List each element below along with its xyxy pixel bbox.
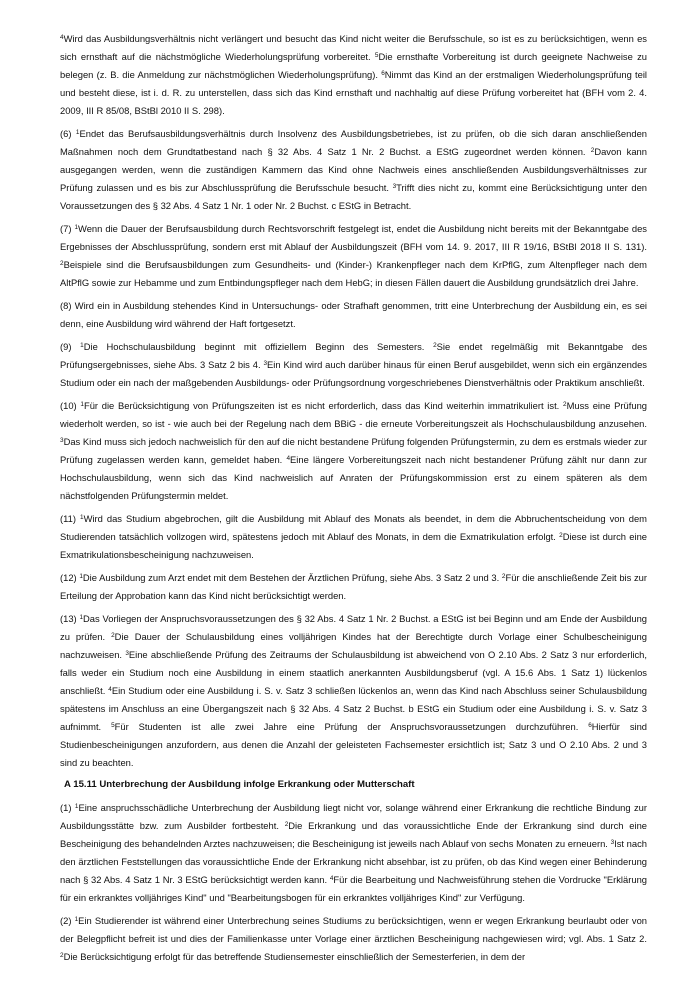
sentence-number: 2: [60, 260, 64, 267]
sentence-number: 2: [111, 632, 115, 639]
text-run: (10): [60, 400, 81, 411]
sentence-number: 2: [60, 952, 64, 959]
text-run: (12): [60, 572, 80, 583]
text-run: Trifft dies nicht zu, kommt eine Berücksichtigung unter den Voraussetzungen des § 32 Abs. 4 Satz 1 Nr. 1 oder Nr. 2 Buchst. c EStG in Betracht.: [60, 182, 648, 211]
sentence-number: 3: [392, 183, 397, 190]
text-run: Das Vorliegen der Anspruchsvoraussetzungen des § 32 Abs. 4 Satz 1 Nr. 2 Buchst. a EStG ist bei Beginn und am Ende der Ausbildung zu prüfen.: [60, 613, 648, 642]
text-run: (7): [60, 223, 75, 234]
text-run: Wird das Studium abgebrochen, gilt die Ausbildung mit Ablauf des Monats als beendet, in dem die Abbruchentscheidung von dem Studierenden tatsächlich vollzogen wird, spätestens jedoch mit Ablauf des Monats, in dem die Exmatrikulation erfolgt.: [60, 513, 647, 542]
text-run: Nimmt das Kind an der erstmaligen Wiederholungsprüfung teil und besteht diese, ist i. d. R. zu unterstellen, dass sich das Kind ernsthaft und nachhaltig auf diese Prüfung vorbereitet hat (BFH vom 2. 4. 2009, III R 85/08, BStBl 2010 II S. 298).: [60, 69, 647, 116]
sentence-number: 1: [74, 916, 79, 923]
text-run: Die Hochschulausbildung beginnt mit offiziellem Beginn des Semesters.: [83, 341, 434, 352]
sentence-number: 2: [590, 147, 595, 154]
text-run: Endet das Berufsausbildungsverhältnis durch Insolvenz des Ausbildungsbetriebes, ist zu prüfen, ob die sich daran anschließenden Maßnahmen noch dem Grundtatbestand nach § 32 Abs. 4 Satz 1 Nr. 2 Buchst. a EStG zugeordnet werden können.: [60, 128, 647, 157]
text-run: Davon kann ausgegangen werden, wenn die zuständigen Kammern das Kind ohne Nachweis eines anschließenden Ausbildungsverhältnisses zur Prüfung zulassen und es bis zur Abschlussprüfung die Berufsschule besucht.: [60, 146, 647, 193]
text-run: Sie endet regelmäßig mit Bekanntgabe des Prüfungsergebnisses, siehe Abs. 3 Satz 2 bis 4.: [60, 341, 648, 370]
sentence-number: 3: [263, 360, 267, 367]
sentence-number: 3: [125, 650, 129, 657]
text-run: Muss eine Prüfung wiederholt werden, so ist - wie auch bei der Regelung nach dem BBiG - die erneute Vorbereitungszeit als Hochschulausbildung anzusehen.: [60, 400, 647, 429]
text-run: Das Kind muss sich jedoch nachweislich für den auf die nicht bestandene Prüfung folgenden Prüfungstermin, zu dem es erstmals wieder zur Prüfung zugelassen werden kann, gemeldet haben.: [60, 436, 647, 465]
sentence-number: 1: [80, 401, 84, 408]
text-run: Für die Berücksichtigung von Prüfungszeiten ist es nicht erforderlich, dass das Kind weiterhin immatrikuliert ist.: [83, 400, 564, 411]
sentence-number: 2: [501, 573, 506, 580]
text-run: Die ernsthafte Vorbereitung ist durch geeignete Nachweise zu belegen (z. B. die Anmeldung zur nächstmöglichen Wiederholungsprüfung).: [60, 51, 647, 80]
text-run: (1): [60, 802, 75, 813]
text-run: Die Erkrankung und das voraussichtliche Ende der Erkrankung sind durch eine Bescheinigung des behandelnden Arztes nachzuweisen; die Bescheinigung ist jeweils nach Ablauf von sechs Monaten zu erneuern.: [60, 820, 647, 849]
sentence-number: 6: [381, 70, 385, 77]
sentence-number: 3: [60, 437, 64, 444]
paragraph: [60, 30, 647, 120]
text-run: (11): [60, 513, 81, 524]
paragraph: [60, 799, 647, 907]
paragraph: [60, 338, 647, 392]
text-run: Eine anspruchsschädliche Unterbrechung der Ausbildung liegt nicht vor, solange während einer Erkrankung die rechtliche Bindung zur Ausbildungsstätte bzw. zum Ausbilder fortbesteht.: [60, 802, 648, 831]
sentence-number: 2: [559, 532, 563, 539]
text-run: Ein Studierender ist während einer Unterbrechung seines Studiums zu berücksichtigen, wenn er wegen Erkrankung beurlaubt oder von der Belegpflicht befreit ist und dies der Familienkasse unter Vorlage einer ärztlichen Bescheinigung nachgewiesen wird; vgl. Abs. 1 Satz 2.: [60, 915, 647, 944]
paragraph: [60, 125, 647, 215]
text-run: Ist nach den ärztlichen Feststellungen das voraussichtliche Ende der Erkrankung nicht absehbar, ist zu prüfen, ob das Kind wegen einer Behinderung nach § 32 Abs. 4 Satz 1 Nr. 3 EStG berücksichtigt werden kann.: [60, 838, 647, 885]
text-run: Für die anschließende Zeit bis zur Erteilung der Approbation kann das Kind nicht berücksichtigt werden.: [60, 572, 647, 601]
sentence-number: 2: [563, 401, 567, 408]
sentence-number: 4: [60, 34, 64, 41]
text-run: Die Dauer der Schulausbildung eines volljährigen Kindes hat der Berechtigte durch Vorlage einer Schulbescheinigung nachzuweisen.: [60, 631, 647, 660]
paragraph: [60, 610, 647, 772]
text-run: Ein Kind wird auch darüber hinaus für einen Beruf ausgebildet, wenn sich ein ergänzendes Studium oder ein nach der maßgebenden Ausbildungs- oder Prüfungsordnung vorgeschriebenes Dienstverhältnis oder Praktikum anschließt.: [60, 359, 647, 388]
text-run: (6): [60, 128, 76, 139]
text-run: Wenn die Dauer der Berufsausbildung durch Rechtsvorschrift festgelegt ist, endet die Ausbildung nicht bereits mit der Bekanntgabe des Ergebnisses der Abschlussprüfung, sondern erst mit Ablauf der Ausbildungszeit (BFH vom 14. 9. 2017, III R 19/16, BStBl 2018 II S. 131).: [60, 223, 647, 252]
text-run: Die Ausbildung zum Arzt endet mit dem Bestehen der Ärztlichen Prüfung, siehe Abs. 3 Satz 2 und 3.: [82, 572, 502, 583]
sentence-number: 1: [75, 129, 80, 136]
paragraph: [60, 397, 647, 505]
paragraph: [60, 297, 647, 333]
sentence-number: 1: [74, 224, 79, 231]
paragraph: [60, 912, 647, 966]
text-run: Hierfür sind Studienbescheinigungen anzufordern, aus denen die Anzahl der geleisteten Fachsemester ersichtlich ist; Satz 3 und O 2.10 Abs. 2 und 3 sind zu beachten.: [60, 721, 648, 768]
text-run: Für die Bearbeitung und Nachweisführung stehen die Vordrucke "Erklärung für ein erkranktes volljähriges Kind" und "Bearbeitungsbogen für ein erkranktes volljähriges Kind" zur Verfügung.: [60, 874, 647, 903]
section-heading: A 15.11 Unterbrechung der Ausbildung infolge Erkrankung oder Mutterschaft: [64, 779, 415, 790]
paragraph: [60, 510, 647, 564]
text-run: Eine längere Vorbereitungszeit nach nicht bestandener Prüfung zählt nur dann zur Hochschulausbildung, wenn sich das Kind nachweislich auf Anraten der Prüfungskommission erst zu einem späteren als dem nächstfolgenden Prüfungstermin meldet.: [60, 454, 647, 501]
sentence-number: 1: [79, 614, 84, 621]
sentence-number: 4: [286, 455, 291, 462]
sentence-number: 1: [80, 514, 84, 521]
document-body: [60, 30, 647, 966]
sentence-number: 5: [111, 722, 115, 729]
paragraph: [60, 220, 647, 292]
sentence-number: 1: [74, 803, 79, 810]
text-run: Beispiele sind die Berufsausbildungen zum Gesundheits- und (Kinder-) Krankenpfleger nach dem KrPflG, zum Altenpfleger nach dem AltPflG sowie zur Hebamme und zum Entbindungspfleger nach dem HebG; in diesen Fällen dauert die Ausbildung grundsätzlich drei Jahre.: [60, 259, 647, 288]
sentence-number: 2: [284, 821, 289, 828]
text-run: Die Berücksichtigung erfolgt für das betreffende Studiensemester einschließlich der Semesterferien, in dem der: [63, 951, 526, 962]
text-run: Wird das Ausbildungsverhältnis nicht verlängert und besucht das Kind nicht weiter die Berufsschule, so ist es zu berücksichtigen, wenn es sich ernsthaft auf die nächstmögliche Wiederholungsprüfung vorbereitet.: [60, 33, 647, 62]
sentence-number: 1: [80, 342, 84, 349]
sentence-number: 5: [374, 52, 379, 59]
text-run: (9): [60, 341, 81, 352]
text-run: Ein Studium oder eine Ausbildung i. S. v. Satz 3 schließen lückenlos an, wenn das Kind nach Abschluss seiner Schulausbildung spätestens im Anschluss an eine Übergangszeit nach § 32 Abs. 4 Satz 2 Buchst. b EStG ein Studium oder eine Ausbildung i. S. v. Satz 3 aufnimmt.: [60, 685, 647, 732]
text-run: Diese ist durch eine Exmatrikulationsbescheinigung nachzuweisen.: [60, 531, 647, 560]
text-run: (2): [60, 915, 75, 926]
sentence-number: 3: [610, 839, 615, 846]
paragraph: [60, 569, 647, 605]
sentence-number: 4: [329, 875, 334, 882]
text-run: Für Studenten ist alle zwei Jahre eine Prüfung der Anspruchsvoraussetzungen durchzuführen.: [114, 721, 589, 732]
text-run: (13): [60, 613, 80, 624]
text-run: (8) Wird ein in Ausbildung stehendes Kind in Untersuchungs- oder Strafhaft genommen, tritt eine Unterbrechung der Ausbildung ein, es sei denn, eine Ausbildung wird während der Haft fortgesetzt.: [60, 300, 647, 329]
text-run: Eine abschließende Prüfung des Zeitraums der Schulausbildung ist abweichend von O 2.10 Abs. 2 Satz 3 nur erforderlich, falls weder ein Studium noch eine Ausbildung in einem staatlich anerkannten Ausbildungsberuf (vgl. A 15.6 Abs. 1 Satz 1) lückenlos anschließt.: [60, 649, 648, 696]
sentence-number: 2: [433, 342, 437, 349]
sentence-number: 6: [588, 722, 592, 729]
sentence-number: 1: [79, 573, 83, 580]
sentence-number: 4: [108, 686, 112, 693]
